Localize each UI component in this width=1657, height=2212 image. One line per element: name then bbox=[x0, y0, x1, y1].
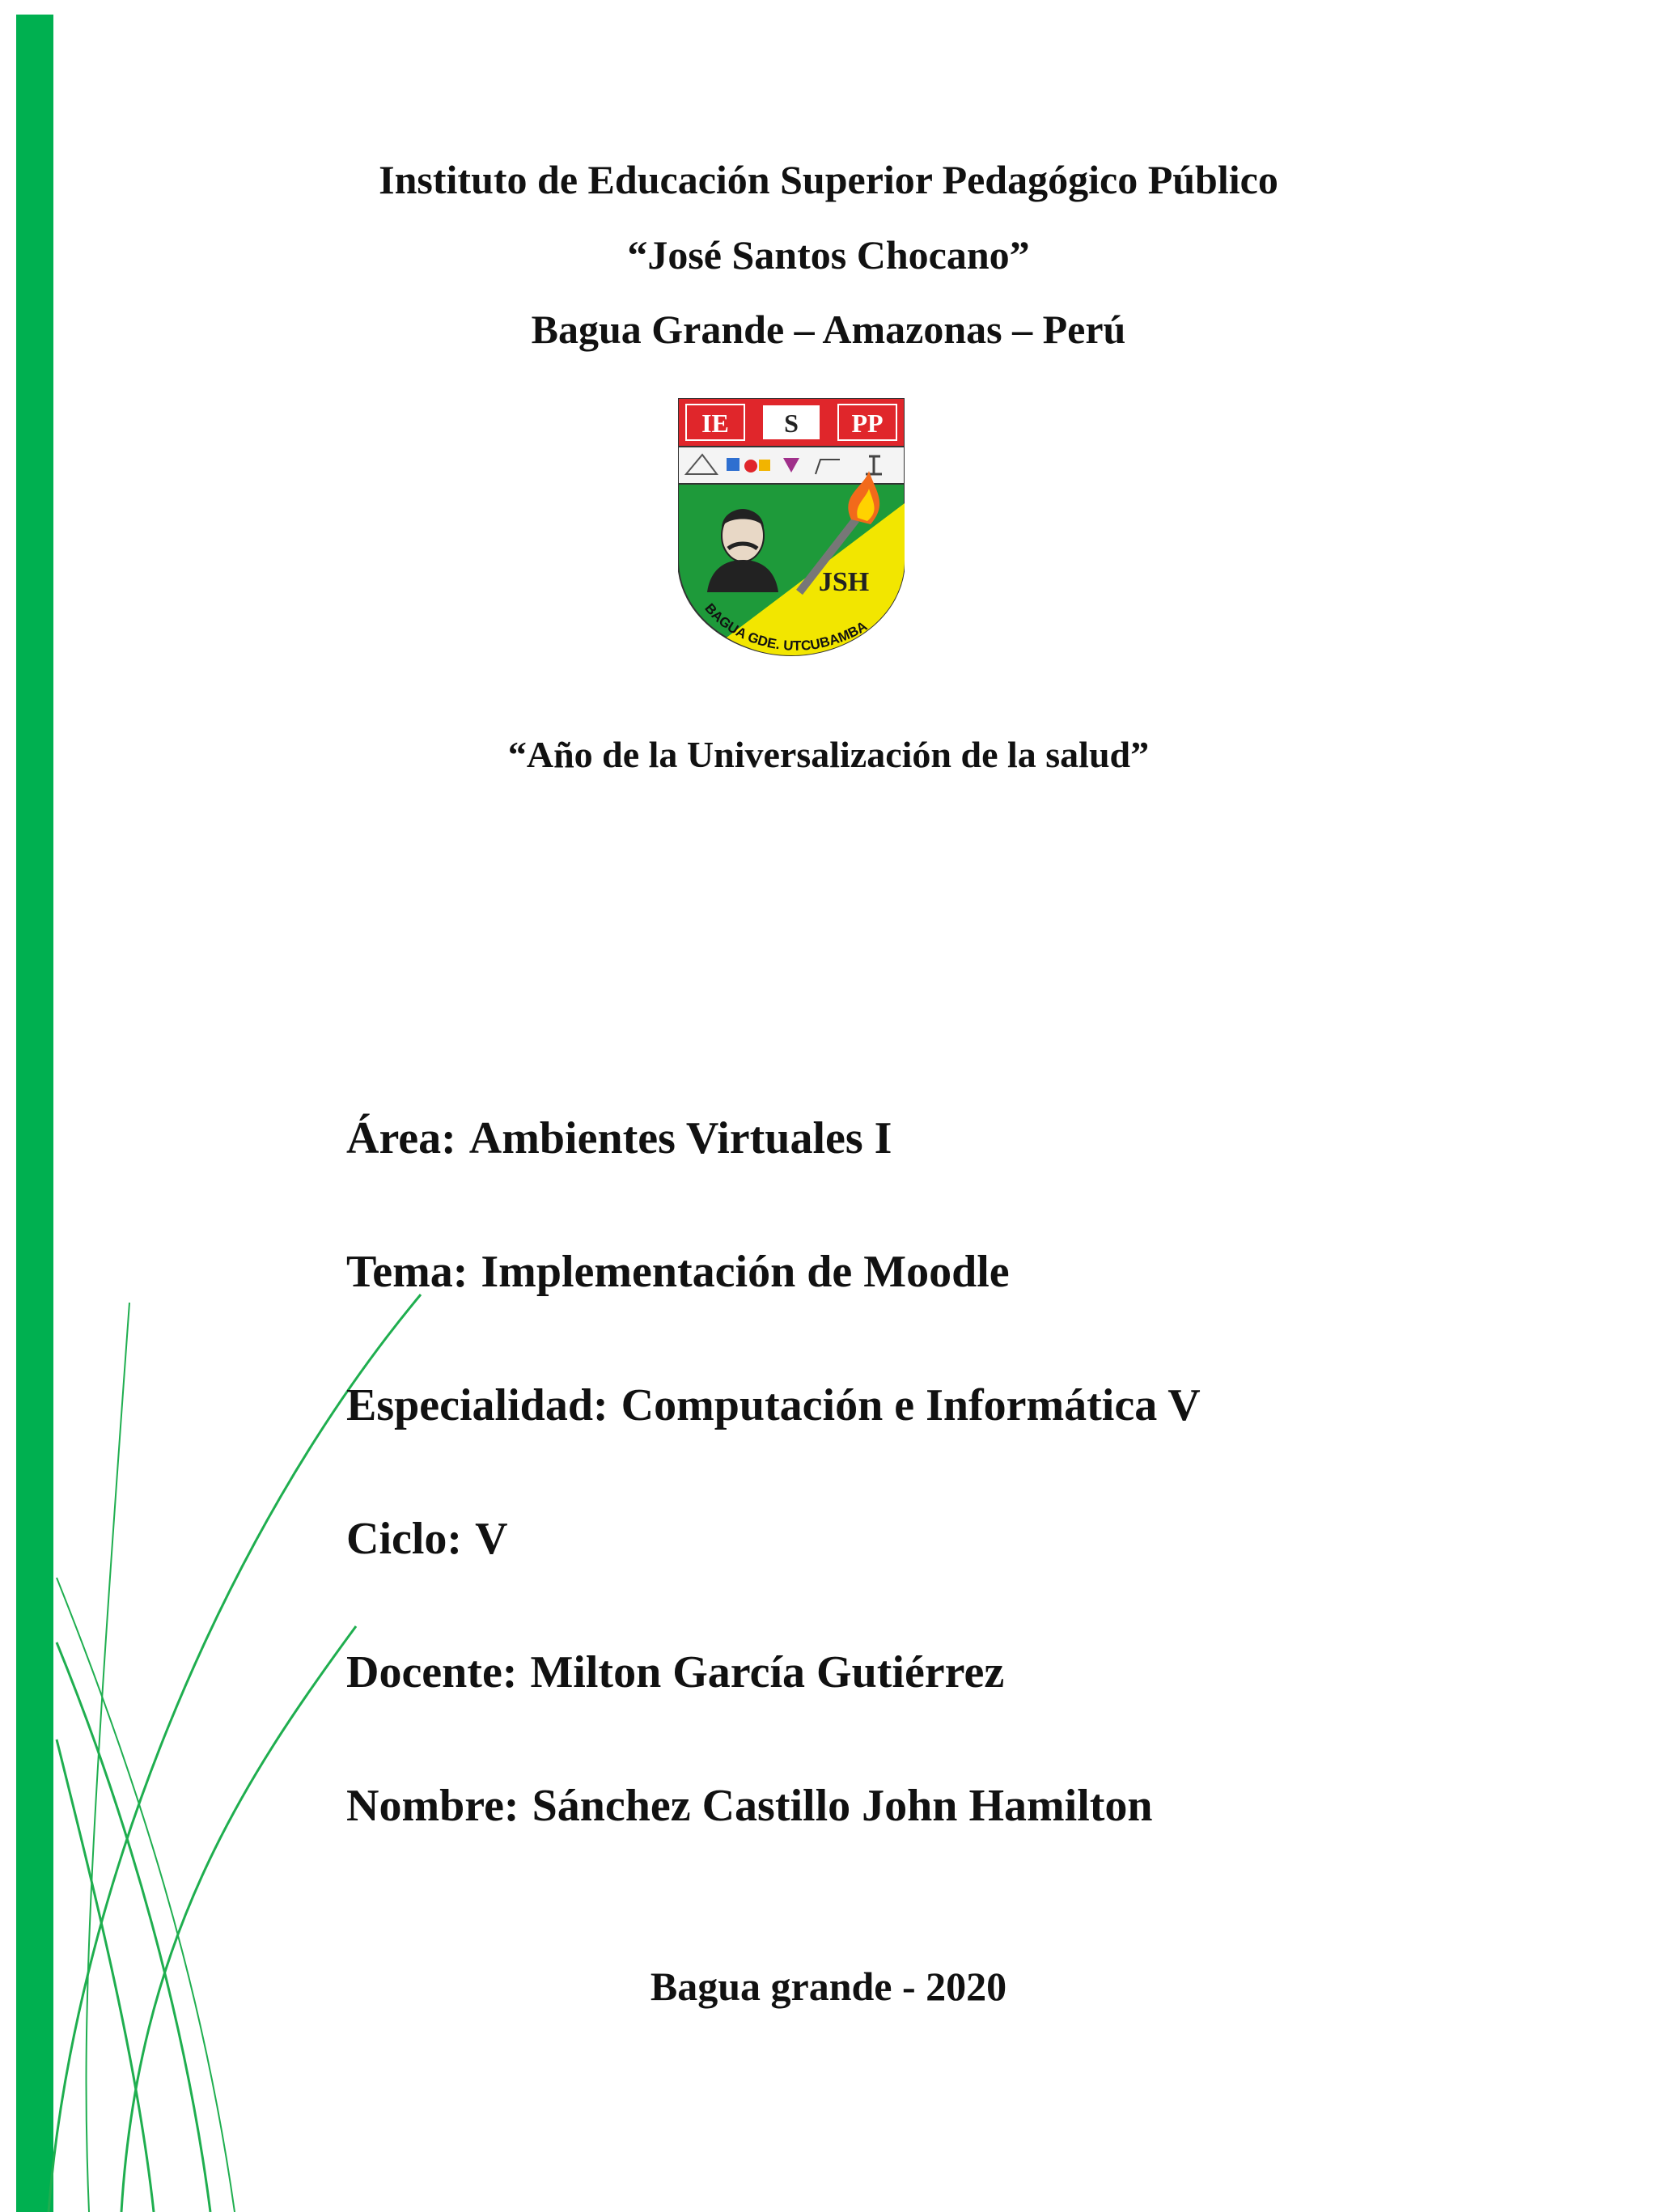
institution-crest-logo bbox=[678, 398, 905, 657]
field-ciclo-value: V bbox=[475, 1514, 508, 1564]
field-especialidad-label: Especialidad: bbox=[346, 1380, 608, 1430]
grass-blade-4 bbox=[57, 1642, 210, 2212]
field-docente-label: Docente: bbox=[346, 1647, 518, 1697]
field-nombre bbox=[346, 1778, 1153, 1834]
footer-place-year: Bagua grande - 2020 bbox=[650, 1964, 1007, 2009]
crest-arc-text: BAGUA GDE. UTCUBAMBA bbox=[701, 600, 871, 654]
crest-letters-s: S bbox=[784, 409, 799, 438]
field-docente bbox=[346, 1644, 1004, 1701]
institution-subtitle: “José Santos Chocano” bbox=[627, 232, 1030, 278]
crest-letters-ie: IE bbox=[701, 409, 729, 438]
field-area-label: Área: bbox=[346, 1113, 456, 1163]
field-docente-value: Milton García Gutiérrez bbox=[530, 1647, 1005, 1697]
grass-blade-2 bbox=[121, 1626, 356, 2212]
field-nombre-label: Nombre: bbox=[346, 1781, 519, 1831]
field-ciclo bbox=[346, 1511, 508, 1567]
grass-blade-6 bbox=[57, 1578, 235, 2212]
crest-letters-pp: PP bbox=[851, 409, 884, 438]
field-nombre-value: Sánchez Castillo John Hamilton bbox=[532, 1781, 1153, 1831]
field-tema bbox=[346, 1244, 1010, 1300]
field-area-value: Ambientes Virtuales I bbox=[468, 1113, 892, 1163]
institution-name: Instituto de Educación Superior Pedagógico Público bbox=[379, 157, 1278, 202]
field-tema-value: Implementación de Moodle bbox=[481, 1247, 1010, 1297]
crest-monogram: JSH bbox=[818, 567, 870, 597]
field-area bbox=[346, 1110, 892, 1167]
year-motto: “Año de la Universalización de la salud” bbox=[507, 734, 1150, 775]
field-ciclo-label: Ciclo: bbox=[346, 1514, 463, 1564]
field-especialidad bbox=[346, 1377, 1201, 1434]
institution-location: Bagua Grande – Amazonas – Perú bbox=[531, 307, 1126, 352]
field-tema-label: Tema: bbox=[346, 1247, 468, 1297]
field-especialidad-value: Computación e Informática V bbox=[621, 1380, 1201, 1430]
